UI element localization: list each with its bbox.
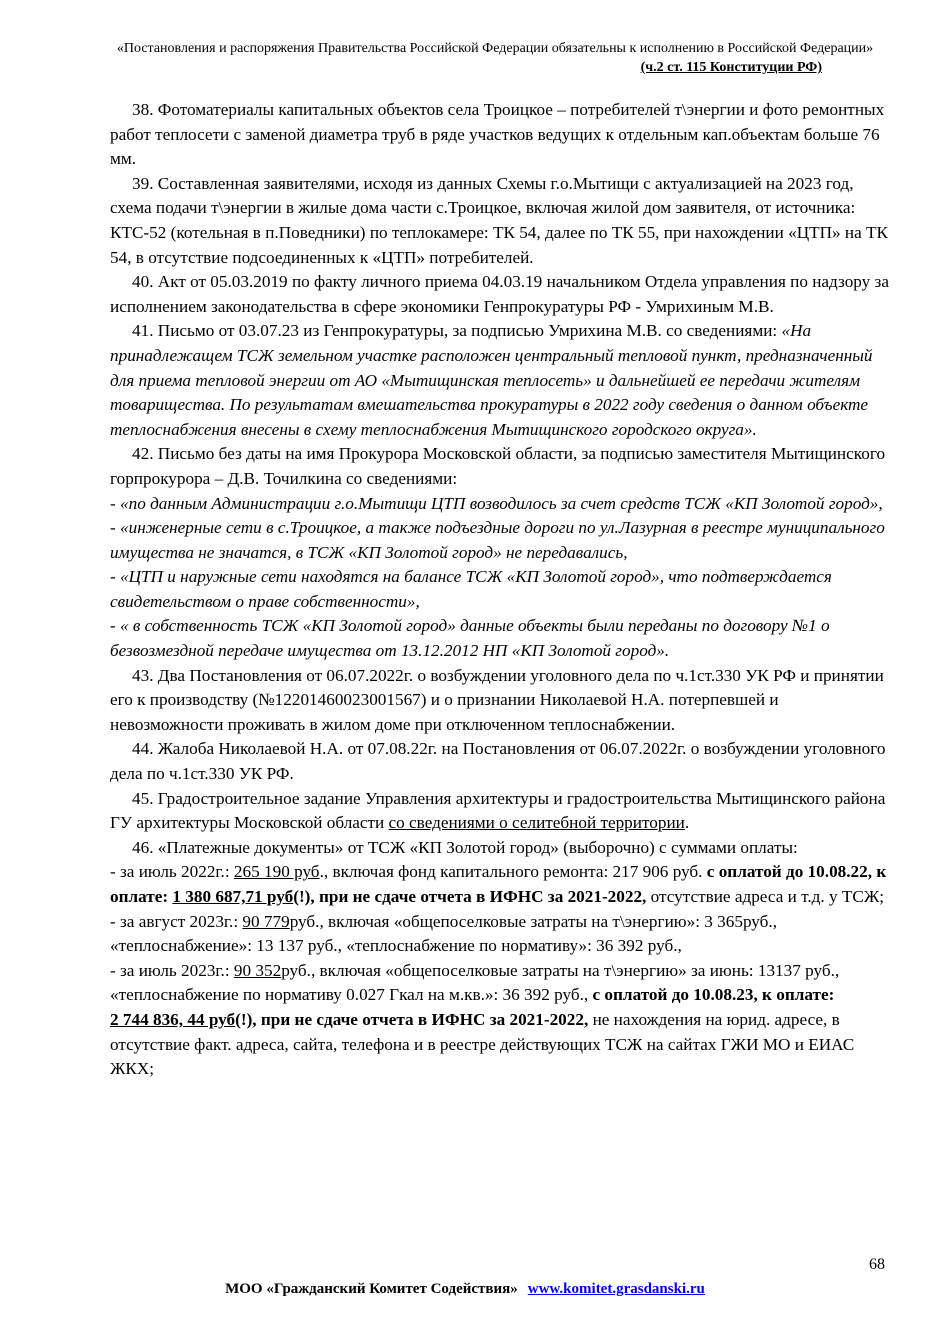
payment-july-2023-total-line [110, 1008, 890, 1082]
payment-july-2022-total: 1 380 687,71 руб [172, 887, 294, 906]
payment-july-2023-amount: 90 352 [233, 960, 282, 980]
item-42-bullet-2: - «инженерные сети в с.Троицкое, а также подъездные дороги по ул.Лазурная в реестре муниципального имущества не значатся, в ТСЖ «КП Золотой город» не передавались, [110, 518, 885, 562]
document-body [110, 98, 890, 1082]
header-citation: (ч.2 ст. 115 Конституции РФ) [640, 60, 822, 75]
item-42-bullet-1: - «по данным Администрации г.о.Мытищи ЦТП возводилось за счет средств ТСЖ «КП Золотой город», [110, 493, 883, 513]
item-45-end: . [684, 813, 690, 833]
payment-july-2023-detail: руб., включая «общепоселковые затраты на т\энергию» за июнь: 13137 руб., «теплоснабжение по нормативу 0.027 Гкал на м.кв.»: 36 392 руб., [110, 960, 840, 1005]
item-42-bullet-4: - « в собственность ТСЖ «КП Золотой город» данные объекты были переданы по договору №1 о безвозмездной передаче имущества от 13.12.2012 НП «КП Золотой город». [110, 616, 830, 661]
payment-july-2022-tail: отсутствие адреса и т.д. у ТСЖ; [646, 887, 885, 906]
payment-july-2022-note: (!), при не сдаче отчета в ИФНС за 2021-2022, [293, 887, 647, 906]
item-39: 39. Составленная заявителями, исходя из данных Схемы г.о.Мытищи с актуализацией на 2023 год, схема подачи т\энергии в жилые дома части с.Троицкое, включая жилой дом заявителя, от источника: КТС-52 (котельная в п.Поведники) по теплокамере: ТК 54, далее по ТК 55, при нахождении «ЦТП» на ТК 54, в отсутствие подсоединенных к «ЦТП» потребителей. [110, 173, 889, 267]
payment-august-2023-amount: 90 779 [242, 911, 290, 931]
payment-july-2022-detail: ., включая фонд капитального ремонта: 217 906 руб. [319, 862, 707, 882]
payment-july-2023 [110, 959, 890, 1008]
item-45-lead: 45. Градостроительное задание Управления архитектуры и градостроительства Мытищинского района ГУ архитектуры Московской области [110, 788, 886, 833]
page-footer [0, 1281, 930, 1298]
footer-org: МОО «Гражданский Комитет Содействия» [225, 1281, 518, 1297]
payment-july-2022-label: - за июль 2022г.: [110, 862, 234, 882]
payment-july-2023-due: с оплатой до 10.08.23, к оплате: [592, 985, 835, 1005]
page-number: 68 [869, 1256, 885, 1273]
item-42: 42. Письмо без даты на имя Прокурора Московской области, за подписью заместителя Мытищинского горпрокурора – Д.В. Точилкина со сведениями: [110, 444, 886, 488]
item-42-bullet-3: - «ЦТП и наружные сети находятся на балансе ТСЖ «КП Золотой город», что подтверждается свидетельством о праве собственности», [110, 567, 832, 611]
item-45 [110, 787, 890, 836]
item-44: 44. Жалоба Николаевой Н.А. от 07.08.22г. на Постановления от 06.07.2022г. о возбуждении уголовного дела по ч.1ст.330 УК РФ. [110, 739, 886, 784]
page-header [100, 40, 890, 58]
payment-july-2023-label: - за июль 2023г.: [110, 960, 234, 980]
payment-july-2023-tail: не нахождения на юрид. адресе, в отсутствие факт. адреса, сайта, телефона и в реестре действующих ТСЖ на сайтах ГЖИ МО и ЕИАС ЖКХ; [110, 1009, 855, 1079]
item-45-underlined: со сведениями о селитебной территории [388, 813, 685, 833]
payment-august-2023 [110, 910, 890, 959]
payment-july-2023-note: (!), при не сдаче отчета в ИФНС за 2021-2022, [235, 1009, 589, 1029]
payment-july-2022 [110, 860, 890, 909]
payment-august-2023-label: - за август 2023г.: [110, 911, 243, 931]
payment-july-2022-due: с оплатой до 10.08.22, к оплате: [110, 862, 887, 906]
item-46: 46. «Платежные документы» от ТСЖ «КП Золотой город» (выборочно) с суммами оплаты: [132, 837, 798, 857]
item-43: 43. Два Постановления от 06.07.2022г. о возбуждении уголовного дела по ч.1ст.330 УК РФ и принятии его к производству (№12201460023001567) и о признании Николаевой Н.А. потерпевшей и невозможности проживать в жилом доме при отключенном теплоснабжении. [110, 665, 884, 734]
header-quote: «Постановления и распоряжения Правительства Российской Федерации обязательны к исполнению в Российской Федерации» [116, 41, 874, 56]
payment-august-2023-detail: руб., включая «общепоселковые затраты на т\энергию»: 3 365руб., «теплоснабжение»: 13 137 руб., «теплоснабжение по нормативу»: 36 392 руб., [110, 911, 778, 956]
item-41-quote: «На принадлежащем ТСЖ земельном участке расположен центральный тепловой пункт, предназначенный для приема тепловой энергии от АО «Мытищинская теплосеть» и дальнейшей ее передачи жителям товарищества. По результатам вмешательства прокуратуры в 2022 году сведения о данном объекте теплоснабжения внесены в схему теплоснабжения Мытищинского городского округа». [110, 321, 873, 439]
item-38: 38. Фотоматериалы капитальных объектов села Троицкое – потребителей т\энергии и фото ремонтных работ теплосети с заменой диаметра труб в ряде участков ведущих к отдельным кап.объектам больше 76 мм. [110, 100, 885, 169]
item-41 [110, 319, 890, 442]
footer-site-link[interactable]: www.komitet.grasdanski.ru [527, 1281, 705, 1297]
payment-july-2022-amount: 265 190 руб [233, 862, 320, 882]
item-41-lead: 41. Письмо от 03.07.23 из Генпрокуратуры, за подписью Умрихина М.В. со сведениями: [132, 321, 782, 341]
item-40: 40. Акт от 05.03.2019 по факту личного приема 04.03.19 начальником Отдела управления по надзору за исполнением законодательства в сфере экономики Генпрокуратуры РФ - Умрихиным М.В. [110, 272, 889, 316]
payment-july-2023-total: 2 744 836, 44 руб [110, 1009, 236, 1029]
